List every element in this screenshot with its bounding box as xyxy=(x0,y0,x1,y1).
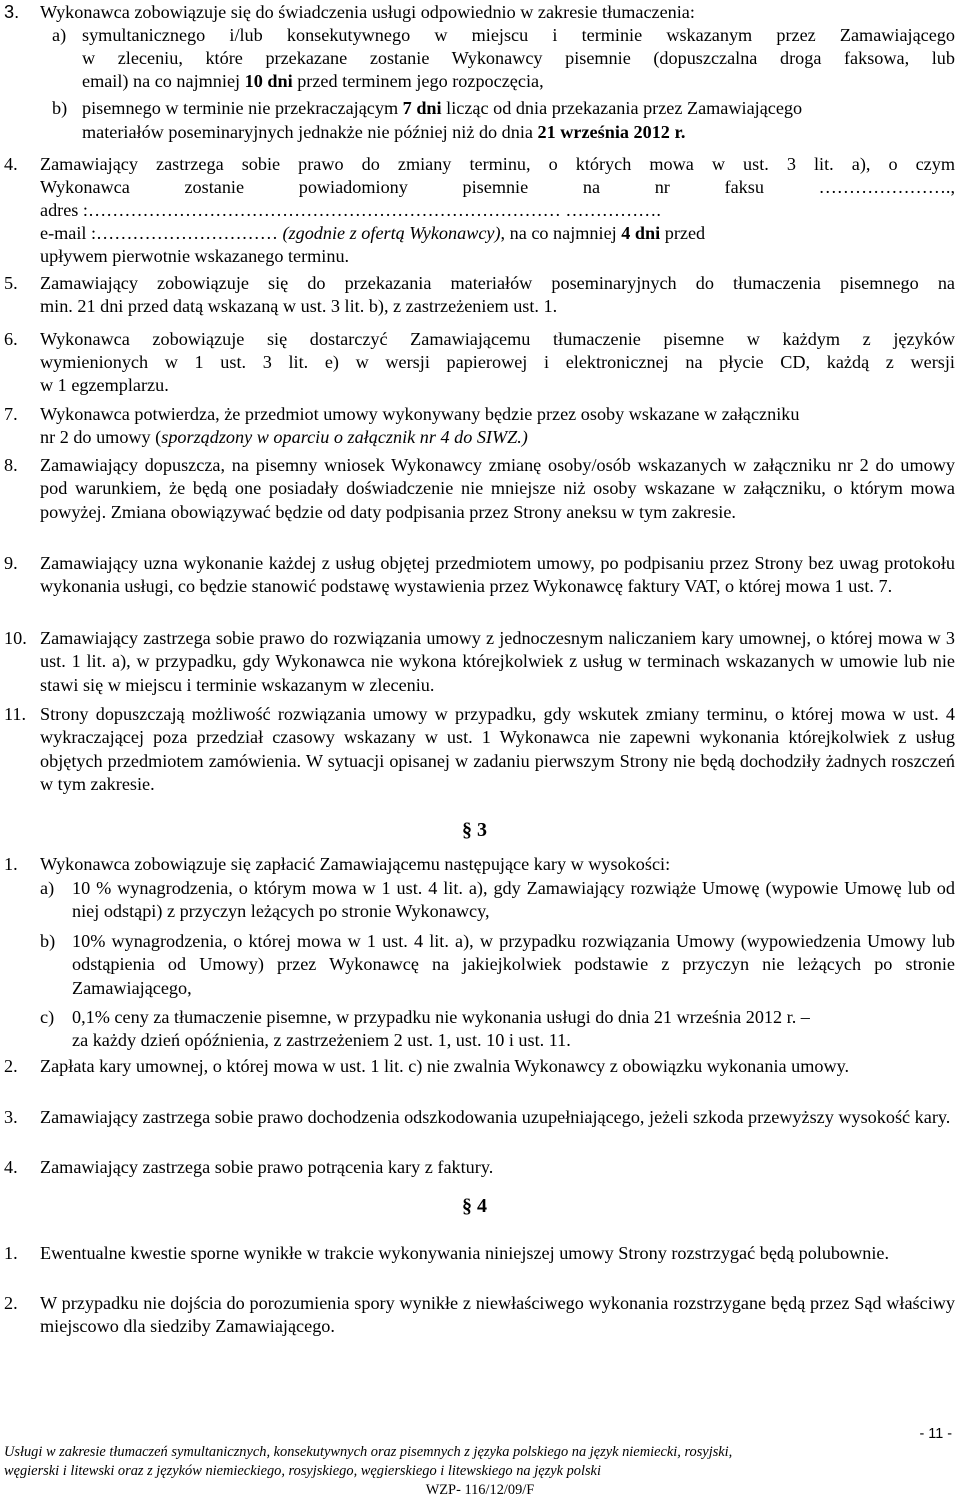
item-number: 9. xyxy=(4,553,18,573)
item-4-line: e-mail :………………………… (zgodnie z ofertą Wykonawcy), na co najmniej 4 dni przed xyxy=(40,223,706,243)
item-7-line: nr 2 do umowy (sporządzony w oparciu o załącznik nr 4 do SIWZ.) xyxy=(40,427,528,447)
section-heading: § 4 xyxy=(462,1195,487,1217)
item-9-text: Zamawiający uzna wykonanie każdej z usług objętej przedmiotem umowy, po podpisaniu przez Strony bez uwag protokołu wykonania usługi, co będzie stanowić podstawę wystawienia przez Wykonawcę faktury VAT, o której mowa 1 ust. 7. xyxy=(40,553,955,597)
item-7-line: Wykonawca potwierdza, że przedmiot umowy wykonywany będzie przez osoby wskazane w załączniku xyxy=(40,404,800,424)
item-10-text: Zamawiający zastrzega sobie prawo do rozwiązania umowy z jednoczesnym naliczaniem kary umownej, o której mowa w 3 ust. 1 lit. a), w przypadku, gdy Wykonawca nie wykona którejkolwiek z usług w terminach wskazanych w umowie lub nie stawi się w miejscu i terminie wskazanym w zleceniu. xyxy=(40,628,955,695)
item-number: 6. xyxy=(4,329,18,349)
item-11-text: Strony dopuszczają możliwość rozwiązania umowy w przypadku, gdy wskutek zmiany terminu, o której mowa w ust. 4 wykraczającej poza przedział czasowy wskazany w ust. 1 Wykonawca nie zapewni wykonania którejkolwiek z usług objętych przedmiotem zamówienia. W sytuacji opisanej w zadaniu pierwszym Strony nie będą dochodziły żadnych roszczeń w tym zakresie. xyxy=(40,704,955,794)
sub-item-label: a) xyxy=(40,878,55,898)
item-3a-line: symultanicznego i/lub konsekutywnego w miejscu i terminie wskazanym przez Zamawiającego xyxy=(82,25,955,45)
item-4-line: upływem pierwotnie wskazanego terminu. xyxy=(40,246,350,266)
sec3-item-1b-text: 10% wynagrodzenia, o której mowa w 1 ust. 4 lit. a), w przypadku rozwiązania Umowy (wypowiedzenia Umowy lub odstąpienia od Umowy) przez Wykonawcę na jakiejkolwiek podstawie z przyczyn nie leżących po stronie Zamawiającego, xyxy=(72,931,955,998)
sec3-item-1c-line: 0,1% ceny za tłumaczenie pisemne, w przypadku nie wykonania usługi do dnia 21 września 2012 r. – xyxy=(72,1007,810,1027)
item-5-line: Zamawiający zobowiązuje się do przekazania materiałów poseminaryjnych do tłumaczenia pisemnego na xyxy=(40,273,955,293)
sec3-item-2-text: Zapłata kary umownej, o której mowa w ust. 1 lit. c) nie zwalnia Wykonawcy z obowiązku wykonania umowy. xyxy=(40,1056,850,1076)
item-number: 1. xyxy=(4,854,18,874)
item-number: 8. xyxy=(4,455,18,475)
sec4-item-1-text: Ewentualne kwestie sporne wynikłe w trakcie wykonywania niniejszej umowy Strony rozstrzygać będą polubownie. xyxy=(40,1243,890,1263)
item-3a-line: email) na co najmniej 10 dni przed terminem jego rozpoczęcia, xyxy=(82,71,544,91)
footer-line: węgierski i litewski oraz z języków niemieckiego, rosyjskiego, węgierskiego i litewskiego na język polski xyxy=(4,1463,601,1479)
item-3-intro: Wykonawca zobowiązuje się do świadczenia usługi odpowiednio w zakresie tłumaczenia: xyxy=(40,2,695,22)
document-reference: WZP- 116/12/09/F xyxy=(425,1482,535,1498)
item-6-line: Wykonawca zobowiązuje się dostarczyć Zamawiającemu tłumaczenie pisemne w każdym z języków xyxy=(40,329,955,349)
item-3b-line: pisemnego w terminie nie przekraczającym 7 dni licząc od dnia przekazania przez Zamawiającego xyxy=(82,98,803,118)
sec4-item-2-text: W przypadku nie dojścia do porozumienia spory wynikłe z niewłaściwego wykonania rozstrzygane będą przez Sąd właściwy miejscowo dla siedziby Zamawiającego. xyxy=(40,1293,955,1337)
item-number: 1. xyxy=(4,1243,18,1263)
footer-line: Usługi w zakresie tłumaczeń symultanicznych, konsekutywnych oraz pisemnych z języka polskiego na język niemiecki, rosyjski, xyxy=(4,1444,733,1460)
item-number: 2. xyxy=(4,1056,18,1076)
item-6-line: wymienionych w 1 ust. 3 lit. e) w wersji papierowej i elektronicznej na płycie CD, każdą z wersji xyxy=(40,352,955,372)
item-number: 10. xyxy=(4,628,27,648)
item-number: 4. xyxy=(4,154,18,174)
item-4-line: adres :…………………………………………………………………… ……………. xyxy=(40,200,661,220)
item-3a-line: w zleceniu, które przekazane zostanie Wykonawcy pisemnie (dopuszczalna droga faksowa, lub xyxy=(82,48,955,68)
section-heading: § 3 xyxy=(462,819,487,841)
item-number: 3. xyxy=(4,2,20,22)
item-3b-line: materiałów poseminaryjnych jednakże nie później niż do dnia 21 września 2012 r. xyxy=(82,122,686,142)
sec3-item-1-intro: Wykonawca zobowiązuje się zapłacić Zamawiającemu następujące kary w wysokości: xyxy=(40,854,671,874)
item-number: 7. xyxy=(4,404,18,424)
item-6-line: w 1 egzemplarzu. xyxy=(40,375,169,395)
sec3-item-4-text: Zamawiający zastrzega sobie prawo potrącenia kary z faktury. xyxy=(40,1157,494,1177)
item-8-text: Zamawiający dopuszcza, na pisemny wniosek Wykonawcy zmianę osoby/osób wskazanych w załączniku nr 2 do umowy pod warunkiem, że będą one posiadały doświadczenie nie mniejsze niż osoby wskazane w załączniku, o którym mowa powyżej. Zmiana obowiązywać będzie od daty podpisania przez Strony aneksu w tym zakresie. xyxy=(40,455,955,522)
item-number: 3. xyxy=(4,1107,18,1127)
item-number: 11. xyxy=(4,704,27,724)
sub-item-label: a) xyxy=(52,25,67,45)
item-number: 5. xyxy=(4,273,18,293)
sub-item-label: b) xyxy=(40,931,56,951)
item-number: 2. xyxy=(4,1293,18,1313)
sec3-item-1c-line: za każdy dzień opóźnienia, z zastrzeżeniem 2 ust. 1, ust. 10 i ust. 11. xyxy=(72,1030,571,1050)
item-4-line: Wykonawca zostanie powiadomiony pisemnie na nr faksu …………………., xyxy=(40,177,955,197)
item-number: 4. xyxy=(4,1157,18,1177)
item-5-line: min. 21 dni przed datą wskazaną w ust. 3 lit. b), z zastrzeżeniem ust. 1. xyxy=(40,296,558,316)
page-number: - 11 - xyxy=(919,1426,952,1442)
sub-item-label: c) xyxy=(40,1007,55,1027)
sec3-item-1a-text: 10 % wynagrodzenia, o którym mowa w 1 ust. 4 lit. a), gdy Zamawiający rozwiąże Umowę (wypowie Umowę lub od niej odstąpi) z przyczyn leżących po stronie Wykonawcy, xyxy=(72,878,955,922)
sub-item-label: b) xyxy=(52,98,68,118)
item-4-line: Zamawiający zastrzega sobie prawo do zmiany terminu, o których mowa w ust. 3 lit. a), o czym xyxy=(40,154,955,174)
sec3-item-3-text: Zamawiający zastrzega sobie prawo dochodzenia odszkodowania uzupełniającego, jeżeli szkoda przewyższy wysokość kary. xyxy=(40,1107,951,1127)
